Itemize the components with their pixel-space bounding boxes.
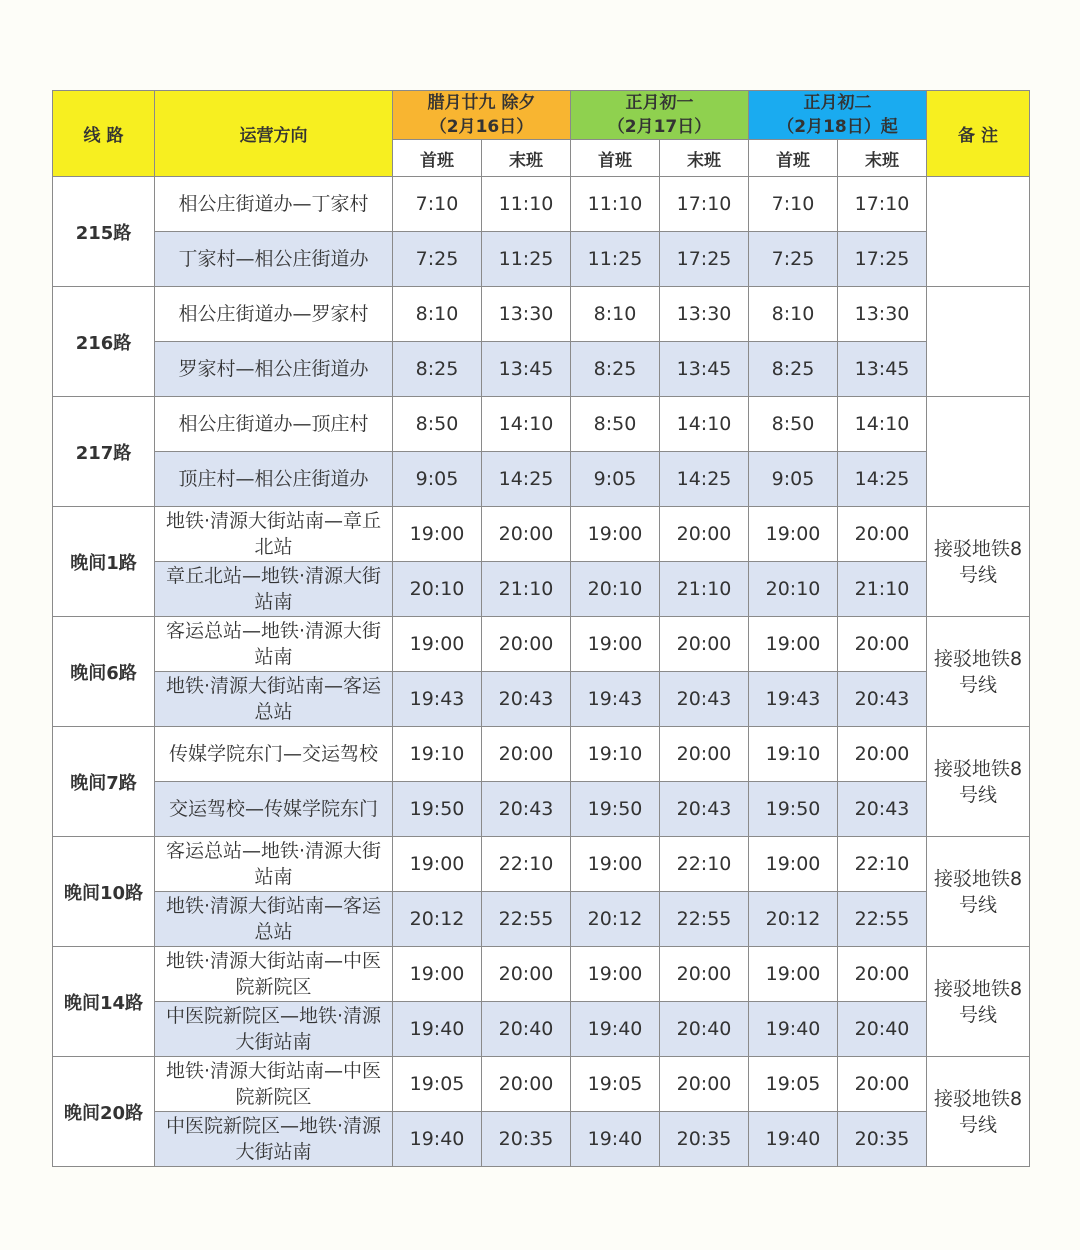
last-bus-time: 13:45: [660, 342, 749, 397]
last-bus-time: 20:00: [838, 1057, 927, 1112]
last-bus-time: 14:10: [838, 397, 927, 452]
first-bus-time: 8:10: [749, 287, 838, 342]
last-bus-time: 22:55: [838, 892, 927, 947]
first-bus-time: 19:00: [393, 507, 482, 562]
direction-cell: 中医院新院区—地铁·清源大街站南: [155, 1002, 393, 1057]
first-bus-time: 19:40: [571, 1112, 660, 1167]
table-row: [53, 782, 1030, 837]
table-row: [53, 617, 1030, 672]
period-day1-date: 正月初一: [625, 93, 694, 113]
last-bus-time: 22:10: [482, 837, 571, 892]
first-bus-time: 19:40: [749, 1112, 838, 1167]
first-bus-time: 8:25: [571, 342, 660, 397]
last-bus-time: 22:55: [482, 892, 571, 947]
route-note: 接驳地铁8号线: [927, 837, 1030, 947]
first-bus-time: 19:00: [749, 507, 838, 562]
route-note: 接驳地铁8号线: [927, 947, 1030, 1057]
last-bus-time: 13:30: [838, 287, 927, 342]
route-name: 晚间10路: [53, 837, 155, 947]
first-bus-header: 首班: [393, 140, 482, 177]
route-note: 接驳地铁8号线: [927, 1057, 1030, 1167]
table-row: [53, 397, 1030, 452]
first-bus-time: 19:10: [393, 727, 482, 782]
first-bus-time: 19:50: [393, 782, 482, 837]
first-bus-time: 11:10: [571, 177, 660, 232]
last-bus-time: 20:00: [660, 947, 749, 1002]
last-bus-time: 17:25: [838, 232, 927, 287]
last-bus-time: 14:25: [482, 452, 571, 507]
first-bus-time: 8:50: [393, 397, 482, 452]
first-bus-time: 19:40: [393, 1002, 482, 1057]
first-bus-time: 7:10: [749, 177, 838, 232]
route-name: 晚间7路: [53, 727, 155, 837]
last-bus-time: 20:43: [482, 672, 571, 727]
last-bus-time: 20:35: [838, 1112, 927, 1167]
first-bus-time: 19:40: [571, 1002, 660, 1057]
route-note: 接驳地铁8号线: [927, 507, 1030, 617]
last-bus-time: 22:55: [660, 892, 749, 947]
table-row: [53, 837, 1030, 892]
last-bus-time: 20:43: [838, 782, 927, 837]
direction-cell: 交运驾校—传媒学院东门: [155, 782, 393, 837]
first-bus-time: 8:25: [393, 342, 482, 397]
route-note: [927, 177, 1030, 287]
table-row: [53, 232, 1030, 287]
last-bus-time: 13:45: [482, 342, 571, 397]
direction-cell: 章丘北站—地铁·清源大街站南: [155, 562, 393, 617]
last-bus-time: 20:00: [838, 727, 927, 782]
table-row: [53, 177, 1030, 232]
last-bus-time: 20:00: [482, 947, 571, 1002]
first-bus-time: 20:12: [393, 892, 482, 947]
table-row: [53, 507, 1030, 562]
first-bus-time: 7:25: [393, 232, 482, 287]
last-bus-time: 22:10: [838, 837, 927, 892]
direction-cell: 地铁·清源大街站南—章丘北站: [155, 507, 393, 562]
last-bus-time: 14:25: [838, 452, 927, 507]
first-bus-time: 19:00: [749, 947, 838, 1002]
period-day2-day: （2月18日）起: [777, 117, 898, 137]
table-row: [53, 892, 1030, 947]
last-bus-time: 20:00: [482, 1057, 571, 1112]
last-bus-time: 20:00: [838, 507, 927, 562]
direction-cell: 相公庄街道办—罗家村: [155, 287, 393, 342]
table-row: [53, 1112, 1030, 1167]
last-bus-time: 13:30: [660, 287, 749, 342]
first-bus-time: 9:05: [571, 452, 660, 507]
period-header-eve: [393, 91, 571, 140]
first-bus-time: 20:12: [749, 892, 838, 947]
last-bus-time: 20:00: [482, 617, 571, 672]
last-bus-time: 20:40: [838, 1002, 927, 1057]
first-bus-time: 19:10: [749, 727, 838, 782]
last-bus-time: 20:00: [838, 947, 927, 1002]
first-bus-time: 20:10: [749, 562, 838, 617]
last-bus-time: 17:10: [838, 177, 927, 232]
last-bus-time: 20:00: [660, 507, 749, 562]
first-bus-time: 19:10: [571, 727, 660, 782]
first-bus-header: 首班: [749, 140, 838, 177]
direction-cell: 罗家村—相公庄街道办: [155, 342, 393, 397]
first-bus-time: 19:00: [571, 947, 660, 1002]
first-bus-time: 19:05: [749, 1057, 838, 1112]
last-bus-time: 11:25: [482, 232, 571, 287]
route-note: [927, 397, 1030, 507]
direction-cell: 相公庄街道办—顶庄村: [155, 397, 393, 452]
last-bus-time: 14:25: [660, 452, 749, 507]
last-bus-time: 20:00: [482, 727, 571, 782]
route-note: [927, 287, 1030, 397]
last-bus-time: 20:43: [482, 782, 571, 837]
last-bus-header: 末班: [838, 140, 927, 177]
direction-cell: 地铁·清源大街站南—中医院新院区: [155, 1057, 393, 1112]
first-bus-time: 8:50: [749, 397, 838, 452]
first-bus-header: 首班: [571, 140, 660, 177]
table-row: [53, 452, 1030, 507]
first-bus-time: 19:05: [571, 1057, 660, 1112]
period-eve-date: 腊月廿九 除夕: [427, 93, 536, 113]
last-bus-time: 20:43: [838, 672, 927, 727]
last-bus-time: 20:43: [660, 782, 749, 837]
table-row: [53, 342, 1030, 397]
last-bus-time: 21:10: [482, 562, 571, 617]
route-header: 线 路: [53, 91, 155, 177]
table-row: [53, 287, 1030, 342]
last-bus-time: 22:10: [660, 837, 749, 892]
first-bus-time: 19:00: [749, 617, 838, 672]
first-bus-time: 19:43: [393, 672, 482, 727]
direction-cell: 客运总站—地铁·清源大街站南: [155, 837, 393, 892]
route-name: 晚间14路: [53, 947, 155, 1057]
last-bus-time: 14:10: [482, 397, 571, 452]
last-bus-header: 末班: [482, 140, 571, 177]
first-bus-time: 20:12: [571, 892, 660, 947]
first-bus-time: 19:50: [749, 782, 838, 837]
first-bus-time: 19:00: [393, 617, 482, 672]
last-bus-time: 20:00: [838, 617, 927, 672]
last-bus-time: 20:00: [482, 507, 571, 562]
first-bus-time: 19:43: [571, 672, 660, 727]
table-row: [53, 1002, 1030, 1057]
table-row: [53, 947, 1030, 1002]
first-bus-time: 19:00: [571, 617, 660, 672]
table-row: [53, 562, 1030, 617]
table-row: [53, 1057, 1030, 1112]
first-bus-time: 19:05: [393, 1057, 482, 1112]
route-note: 接驳地铁8号线: [927, 617, 1030, 727]
last-bus-time: 20:35: [660, 1112, 749, 1167]
schedule-body: [53, 177, 1030, 1167]
first-bus-time: 19:00: [749, 837, 838, 892]
first-bus-time: 11:25: [571, 232, 660, 287]
last-bus-time: 17:25: [660, 232, 749, 287]
first-bus-time: 7:25: [749, 232, 838, 287]
last-bus-time: 11:10: [482, 177, 571, 232]
last-bus-time: 21:10: [838, 562, 927, 617]
first-bus-time: 19:43: [749, 672, 838, 727]
first-bus-time: 8:50: [571, 397, 660, 452]
route-name: 晚间6路: [53, 617, 155, 727]
first-bus-time: 19:00: [393, 947, 482, 1002]
bus-schedule-table: [52, 90, 1030, 1167]
first-bus-time: 7:10: [393, 177, 482, 232]
first-bus-time: 9:05: [749, 452, 838, 507]
first-bus-time: 19:50: [571, 782, 660, 837]
period-day1-day: （2月17日）: [607, 117, 712, 137]
first-bus-time: 19:40: [393, 1112, 482, 1167]
route-name: 晚间1路: [53, 507, 155, 617]
direction-cell: 丁家村—相公庄街道办: [155, 232, 393, 287]
direction-cell: 客运总站—地铁·清源大街站南: [155, 617, 393, 672]
direction-cell: 相公庄街道办—丁家村: [155, 177, 393, 232]
direction-cell: 地铁·清源大街站南—中医院新院区: [155, 947, 393, 1002]
table-row: [53, 727, 1030, 782]
first-bus-time: 19:00: [571, 507, 660, 562]
last-bus-time: 21:10: [660, 562, 749, 617]
route-note: 接驳地铁8号线: [927, 727, 1030, 837]
route-name: 晚间20路: [53, 1057, 155, 1167]
last-bus-time: 14:10: [660, 397, 749, 452]
last-bus-time: 20:43: [660, 672, 749, 727]
last-bus-time: 20:40: [660, 1002, 749, 1057]
direction-cell: 地铁·清源大街站南—客运总站: [155, 672, 393, 727]
last-bus-time: 20:00: [660, 617, 749, 672]
last-bus-time: 20:00: [660, 727, 749, 782]
direction-cell: 顶庄村—相公庄街道办: [155, 452, 393, 507]
last-bus-time: 13:30: [482, 287, 571, 342]
period-header-day2: [749, 91, 927, 140]
last-bus-time: 17:10: [660, 177, 749, 232]
direction-cell: 传媒学院东门—交运驾校: [155, 727, 393, 782]
period-day2-date: 正月初二: [803, 93, 872, 113]
first-bus-time: 8:10: [393, 287, 482, 342]
bus-schedule-table-container: [52, 90, 1029, 1167]
first-bus-time: 19:40: [749, 1002, 838, 1057]
last-bus-header: 末班: [660, 140, 749, 177]
route-name: 217路: [53, 397, 155, 507]
route-name: 215路: [53, 177, 155, 287]
first-bus-time: 20:10: [571, 562, 660, 617]
last-bus-time: 20:40: [482, 1002, 571, 1057]
last-bus-time: 13:45: [838, 342, 927, 397]
first-bus-time: 20:10: [393, 562, 482, 617]
first-bus-time: 19:00: [393, 837, 482, 892]
table-row: [53, 672, 1030, 727]
direction-header: 运营方向: [155, 91, 393, 177]
first-bus-time: 9:05: [393, 452, 482, 507]
direction-cell: 中医院新院区—地铁·清源大街站南: [155, 1112, 393, 1167]
last-bus-time: 20:35: [482, 1112, 571, 1167]
first-bus-time: 8:10: [571, 287, 660, 342]
route-name: 216路: [53, 287, 155, 397]
first-bus-time: 8:25: [749, 342, 838, 397]
last-bus-time: 20:00: [660, 1057, 749, 1112]
period-header-day1: [571, 91, 749, 140]
notes-header: 备 注: [927, 91, 1030, 177]
direction-cell: 地铁·清源大街站南—客运总站: [155, 892, 393, 947]
first-bus-time: 19:00: [571, 837, 660, 892]
period-eve-day: （2月16日）: [429, 117, 534, 137]
